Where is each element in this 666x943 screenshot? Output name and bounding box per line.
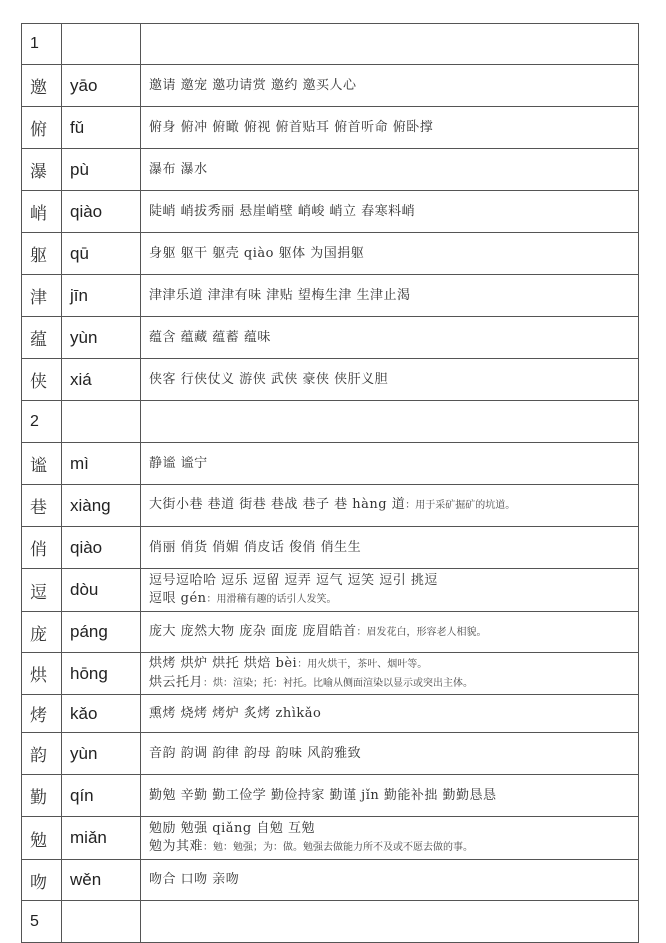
pinyin-cell: pù: [62, 149, 141, 191]
table-row: [22, 569, 639, 612]
words-line: [149, 655, 630, 674]
character-cell: 勉: [22, 817, 62, 860]
definition-note: ：用于采矿掘矿的坑道。: [405, 500, 516, 511]
section-row: [22, 401, 639, 443]
words-line: 陡峭 峭拔秀丽 悬崖峭壁 峭峻 峭立 春寒料峭: [149, 203, 416, 219]
words-line: 邀请 邀宠 邀功请赏 邀约 邀买人心: [149, 77, 357, 93]
words-line: 熏烤 烧烤 烤炉 炙烤 zhìkǎo: [149, 705, 322, 721]
table-row: [22, 149, 639, 191]
words-cell: [141, 695, 639, 733]
character-cell: 烘: [22, 653, 62, 695]
words-line: 勉励 勉强 qiǎng 自勉 互勉: [149, 820, 315, 836]
words-cell: [141, 275, 639, 317]
pinyin-cell: xiá: [62, 359, 141, 401]
words-cell: [141, 191, 639, 233]
character-cell: 烤: [22, 695, 62, 733]
definition-note: ：用滑稽有趣的话引人发笑。: [206, 593, 337, 605]
empty-cell: [141, 401, 639, 443]
empty-cell: [62, 24, 141, 65]
table-row: [22, 695, 639, 733]
table-row: [22, 107, 639, 149]
empty-cell: [62, 901, 141, 943]
words-line: 逗号逗哈哈 逗乐 逗留 逗弄 逗气 逗笑 逗引 挑逗: [149, 572, 438, 588]
pinyin-cell: qū: [62, 233, 141, 275]
vocabulary-table: [21, 23, 639, 943]
pinyin-cell: miǎn: [62, 817, 141, 860]
section-row: [22, 24, 639, 65]
pinyin-cell: wěn: [62, 860, 141, 901]
pinyin-cell: kǎo: [62, 695, 141, 733]
words-cell: [141, 443, 639, 485]
character-cell: 侠: [22, 359, 62, 401]
table-row: [22, 275, 639, 317]
table-row: [22, 317, 639, 359]
table-row: [22, 612, 639, 653]
pinyin-cell: qiào: [62, 191, 141, 233]
section-row: [22, 901, 639, 943]
words-line: 俏丽 俏货 俏媚 俏皮话 俊俏 俏生生: [149, 539, 362, 555]
section-number: 2: [22, 401, 62, 443]
words-line: [149, 496, 630, 515]
words-line: 勤勉 辛勤 勤工俭学 勤俭持家 勤谨 jǐn 勤能补拙 勤勤恳恳: [149, 787, 497, 803]
pinyin-cell: yùn: [62, 733, 141, 775]
words-line: 蕴含 蕴藏 蕴蓄 蕴味: [149, 329, 271, 345]
words-text: 勉为其难: [149, 838, 204, 854]
words-cell: [141, 149, 639, 191]
words-cell: [141, 317, 639, 359]
words-line: [149, 674, 630, 693]
definition-note: ：用火烘干，茶叶、烟叶等。: [297, 658, 428, 670]
pinyin-cell: jīn: [62, 275, 141, 317]
words-line: 身躯 躯干 躯壳 qiào 躯体 为国捐躯: [149, 245, 365, 261]
table-row: [22, 527, 639, 569]
pinyin-cell: dòu: [62, 569, 141, 612]
words-line: [149, 838, 630, 857]
words-line: 静谧 谧宁: [149, 455, 208, 471]
pinyin-cell: hōng: [62, 653, 141, 695]
table-row: [22, 860, 639, 901]
table-row: [22, 233, 639, 275]
character-cell: 躯: [22, 233, 62, 275]
table-row: [22, 817, 639, 860]
pinyin-cell: qín: [62, 775, 141, 817]
words-line: [149, 590, 630, 609]
definition-note: ：眉发花白，形容老人相貌。: [356, 626, 487, 638]
character-cell: 蕴: [22, 317, 62, 359]
definition-note: ：烘：渲染；托：衬托。比喻从侧面渲染以显示或突出主体。: [203, 677, 474, 689]
section-number: 1: [22, 24, 62, 65]
empty-cell: [141, 901, 639, 943]
words-line: 音韵 韵调 韵律 韵母 韵味 风韵雅致: [149, 745, 362, 761]
pinyin-cell: yāo: [62, 65, 141, 107]
character-cell: 津: [22, 275, 62, 317]
words-text: 庞大 庞然大物 庞杂 面庞 庞眉皓首: [149, 623, 357, 639]
words-text: 逗哏 gén: [149, 590, 207, 606]
pinyin-cell: fǔ: [62, 107, 141, 149]
words-line: 津津乐道 津津有味 津贴 望梅生津 生津止渴: [149, 287, 411, 303]
table-row: [22, 443, 639, 485]
words-text: 大街小巷 巷道 街巷 巷战 巷子 巷 hàng 道: [149, 497, 406, 512]
character-cell: 峭: [22, 191, 62, 233]
words-text: 烘烤 烘炉 烘托 烘焙 bèi: [149, 655, 298, 671]
table-row: [22, 359, 639, 401]
words-line: 侠客 行侠仗义 游侠 武侠 豪侠 侠肝义胆: [149, 371, 389, 387]
table-row: [22, 191, 639, 233]
character-cell: 吻: [22, 860, 62, 901]
pinyin-cell: páng: [62, 612, 141, 653]
pinyin-cell: qiào: [62, 527, 141, 569]
words-cell: [141, 527, 639, 569]
words-cell: [141, 817, 639, 860]
pinyin-cell: xiàng: [62, 485, 141, 527]
character-cell: 邀: [22, 65, 62, 107]
pinyin-cell: mì: [62, 443, 141, 485]
character-cell: 庞: [22, 612, 62, 653]
words-line: 吻合 口吻 亲吻: [149, 872, 240, 887]
table-row: [22, 775, 639, 817]
words-cell: [141, 65, 639, 107]
character-cell: 俏: [22, 527, 62, 569]
table-row: [22, 733, 639, 775]
words-cell: [141, 569, 639, 612]
table-row: [22, 653, 639, 695]
words-line: [149, 623, 630, 642]
table-row: [22, 485, 639, 527]
words-cell: [141, 233, 639, 275]
words-cell: [141, 107, 639, 149]
words-cell: [141, 359, 639, 401]
words-cell: [141, 775, 639, 817]
character-cell: 逗: [22, 569, 62, 612]
section-number: 5: [22, 901, 62, 943]
words-cell: [141, 733, 639, 775]
character-cell: 巷: [22, 485, 62, 527]
words-line: 俯身 俯冲 俯瞰 俯视 俯首贴耳 俯首听命 俯卧撑: [149, 119, 434, 135]
words-cell: [141, 612, 639, 653]
empty-cell: [141, 24, 639, 65]
words-cell: [141, 860, 639, 901]
words-text: 烘云托月: [149, 674, 204, 690]
character-cell: 勤: [22, 775, 62, 817]
character-cell: 谧: [22, 443, 62, 485]
words-cell: [141, 485, 639, 527]
words-line: 瀑布 瀑水: [149, 161, 208, 177]
character-cell: 瀑: [22, 149, 62, 191]
table-row: [22, 65, 639, 107]
definition-note: ：勉：勉强；为：做。勉强去做能力所不及或不愿去做的事。: [203, 841, 474, 853]
character-cell: 俯: [22, 107, 62, 149]
character-cell: 韵: [22, 733, 62, 775]
empty-cell: [62, 401, 141, 443]
words-cell: [141, 653, 639, 695]
pinyin-cell: yùn: [62, 317, 141, 359]
